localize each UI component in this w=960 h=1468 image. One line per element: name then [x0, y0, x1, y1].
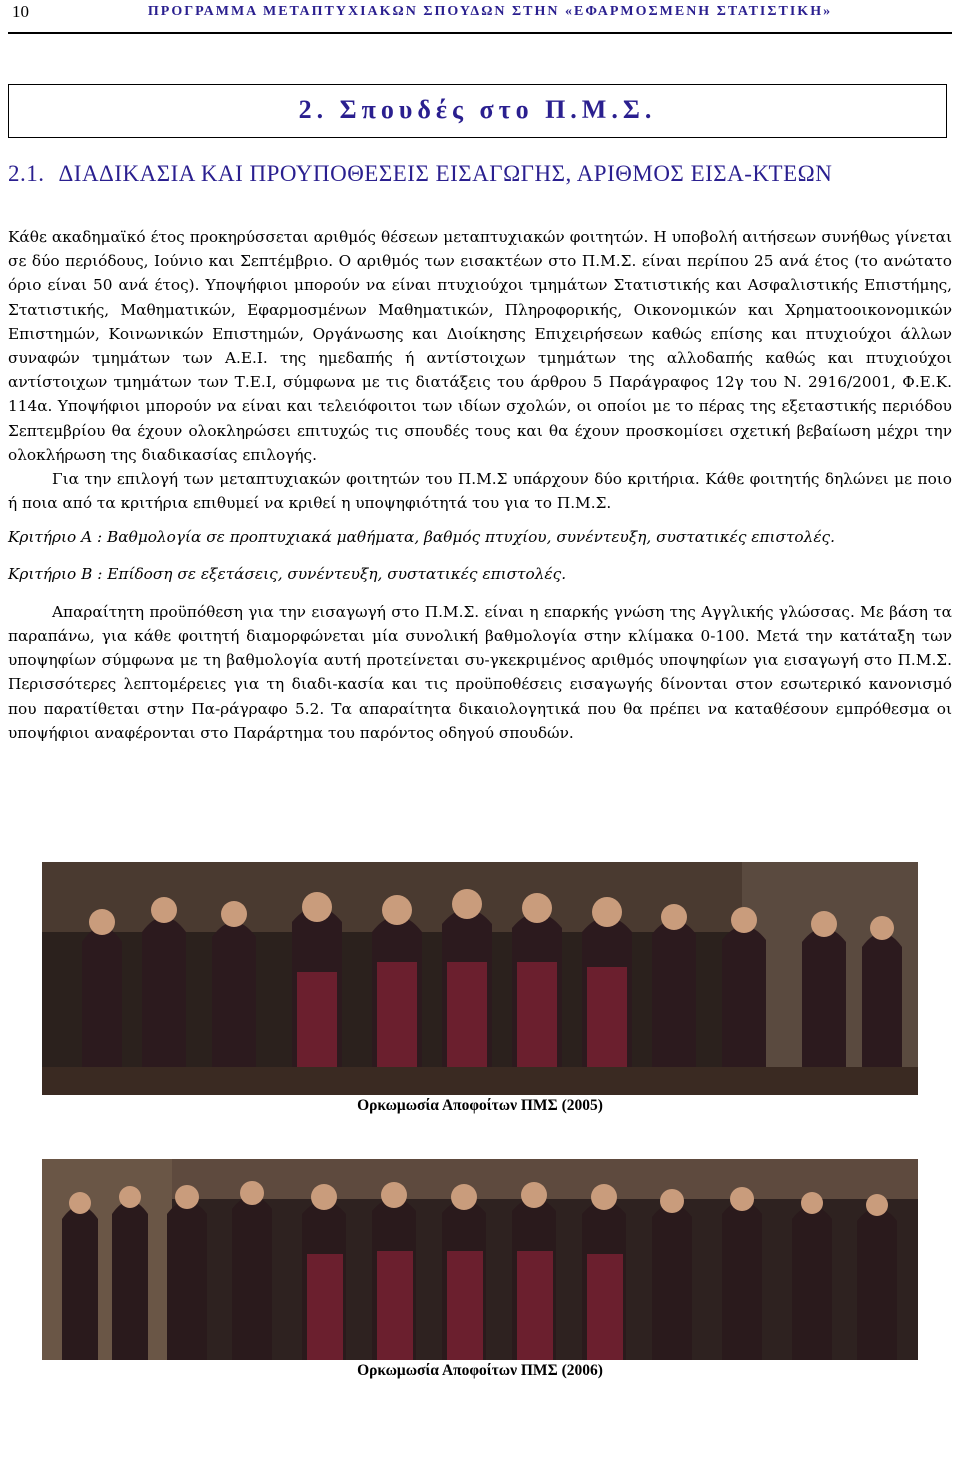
graduation-photo-2006 [42, 1159, 918, 1360]
chapter-title: 2. Σπουδές στο Π.Μ.Σ. [298, 95, 657, 124]
paragraph-admission: Κάθε ακαδημαϊκό έτος προκηρύσσεται αριθμός θέσεων μεταπτυχιακών φοιτητών. Η υποβολή αιτήσεων συνήθως γίνεται σε δύο περιόδους, Ιούνιο και Σεπτέμβριο. Ο αριθμός των εισακτέων στο Π.Μ.Σ. είναι περίπου 25 ανά έτος (το ανώτατο όριο είναι 50 ανά έτος). Υποψήφιοι μπορούν να είναι πτυχιούχοι τμημάτων Στατιστικής και Ασφαλιστικής Επιστήμης, Στατιστικής, Μαθηματικών, Εφαρμοσμένων Μαθηματικών, Πληροφορικής, Οικονομικών και Χρηματοοικονομικών Επιστημών, Κοινωνικών Επιστημών, Οργάνωσης και Διοίκησης Επιχειρήσεων καθώς επίσης και πτυχιούχοι άλλων συναφών τμημάτων των Α.Ε.Ι. της ημεδαπής ή αντίστοιχων τμημάτων της αλλοδαπής καθώς και πτυχιούχοι αντίστοιχων τμημάτων των Τ.Ε.Ι, σύμφωνα με τις διατάξεις του άρθρου 5 Παράγραφος 12γ του Ν. 2916/2001, Φ.Ε.Κ. 114α. Υποψήφιοι μπορούν να είναι και τελειόφοιτοι των ιδίων σχολών, οι οποίοι με το πέρας της εξεταστικής περιόδου Σεπτεμβρίου θα έχουν ολοκληρώσει επιτυχώς τις σπουδές τους και θα έχουν προσκομίσει σχετική βεβαίωση μέχρι την ολοκλήρωση της διαδικασίας επιλογής. [8, 228, 952, 464]
page-header [8, 0, 952, 34]
paragraph-criteria-intro: Για την επιλογή των μεταπτυχιακών φοιτητών του Π.Μ.Σ υπάρχουν δύο κριτήρια. Κάθε φοιτητής δηλώνει με ποιο ή ποια από τα κριτήρια επιθυμεί να κριθεί η υποψηφιότητά του για το Π.Μ.Σ. [8, 470, 952, 513]
photo-illustration [42, 862, 918, 1095]
photo-caption-2005: Ορκωμωσία Αποφοίτων ΠΜΣ (2005) [357, 1097, 603, 1114]
photo-caption-2006: Ορκωμωσία Αποφοίτων ΠΜΣ (2006) [357, 1362, 603, 1379]
photo-illustration [42, 1159, 918, 1360]
section-number: 2.1. [8, 161, 45, 186]
criterion-b: Κριτήριο Β : Επίδοση σε εξετάσεις, συνέντευξη, συστατικές επιστολές. [8, 564, 567, 583]
section-title: ΔΙΑΔΙΚΑΣΙΑ ΚΑΙ ΠΡΟΥΠΟΘΕΣΕΙΣ ΕΙΣΑΓΩΓΗΣ, ΑΡΙΘΜΟΣ ΕΙΣΑ-ΚΤΕΩΝ [58, 161, 833, 186]
page-number: 10 [12, 2, 29, 21]
graduation-photo-2005 [42, 862, 918, 1095]
chapter-title-box [8, 84, 947, 138]
criterion-a: Κριτήριο Α : Βαθμολογία σε προπτυχιακά μαθήματα, βαθμός πτυχίου, συνέντευξη, συστατικές επιστολές. [8, 528, 835, 547]
paragraph-requirements: Απαραίτητη προϋπόθεση για την εισαγωγή στο Π.Μ.Σ. είναι η επαρκής γνώση της Αγγλικής γλώσσας. Με βάση τα παραπάνω, για κάθε φοιτητή διαμορφώνεται μία συνολική βαθμολογία στην κλίμακα 0-100. Μετά την κατάταξη των υποψηφίων σύμφωνα με τη βαθμολογία αυτή προτείνεται συ-γκεκριμένος αριθμός υποψηφίων για εισαγωγή στο Π.Μ.Σ. Περισσότερες λεπτομέρειες για τη διαδι-κασία και τις προϋποθέσεις εισαγωγής δίνονται στον εσωτερικό κανονισμό που παρατίθεται στην Πα-ράγραφο 5.2. Τα απαραίτητα δικαιολογητικά που θα πρέπει να καταθέσουν εμπρόθεσμα οι υποψήφιοι αναφέρονται στο Παράρτημα του παρόντος οδηγού σπουδών. [8, 602, 952, 742]
section-heading [8, 160, 952, 188]
running-title: ΠΡΟΓΡΑΜΜΑ ΜΕΤΑΠΤΥΧΙΑΚΩΝ ΣΠΟΥΔΩΝ ΣΤΗΝ «ΕΦΑΡΜΟΣΜΕΝΗ ΣΤΑΤΙΣΤΙΚΗ» [147, 4, 833, 19]
body-text [8, 225, 952, 745]
